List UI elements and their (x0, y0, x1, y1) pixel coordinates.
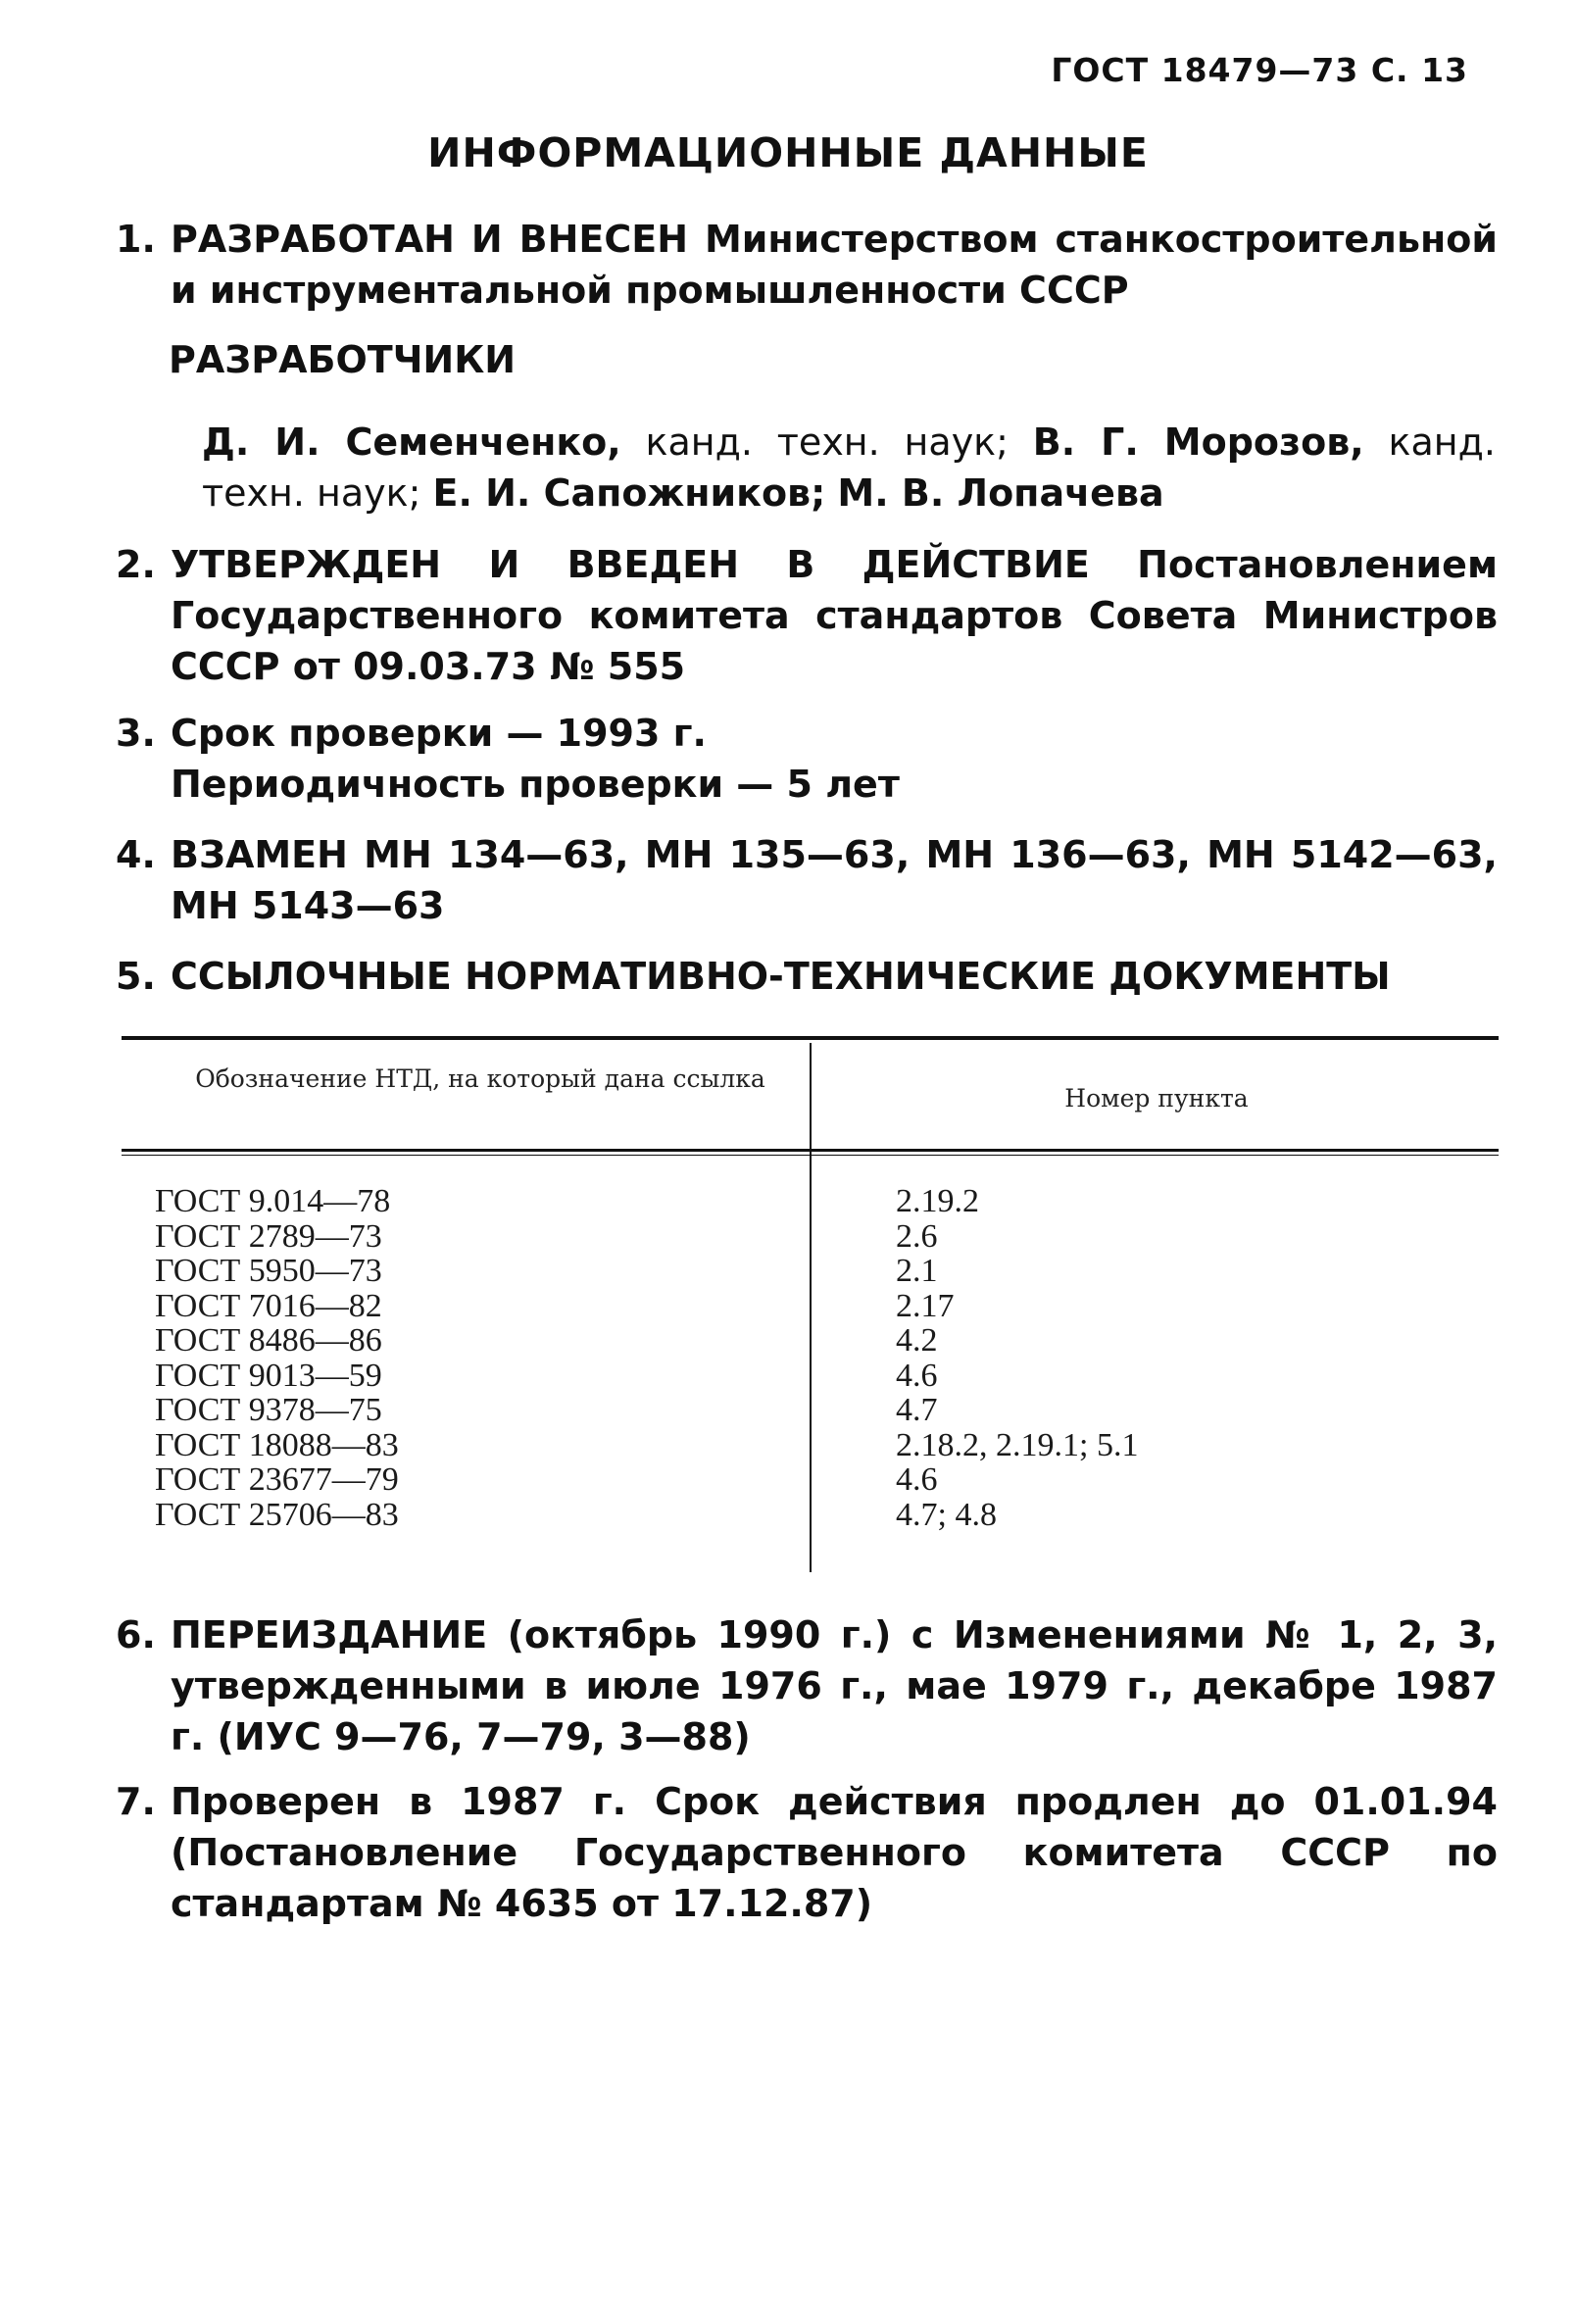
table-row-doc: ГОСТ 8486—86 (155, 1322, 382, 1359)
item-4-number: 4. (116, 833, 156, 876)
item-6-number: 6. (116, 1613, 156, 1656)
item-1-text: Министерством станкостроительной и инструментальной промышленности СССР (171, 218, 1498, 312)
table-row-clause: 2.18.2, 2.19.1; 5.1 (896, 1426, 1139, 1463)
item-5-body: ССЫЛОЧНЫЕ НОРМАТИВНО-ТЕХНИЧЕСКИЕ ДОКУМЕНТЫ (171, 955, 1391, 998)
table-row-doc: ГОСТ 23677—79 (155, 1461, 399, 1498)
table-row-clause: 4.7 (896, 1392, 938, 1428)
table-row-doc: ГОСТ 9378—75 (155, 1392, 382, 1428)
item-1-lead: РАЗРАБОТАН И ВНЕСЕН (171, 218, 688, 261)
item-2-lead: УТВЕРЖДЕН И ВВЕДЕН В ДЕЙСТВИЕ (171, 543, 1090, 586)
table-header-document: Обозначение НТД, на который дана ссылка (195, 1064, 765, 1093)
table-top-rule (122, 1036, 1499, 1040)
table-row-doc: ГОСТ 9.014—78 (155, 1183, 391, 1219)
table-row-clause: 2.1 (896, 1253, 938, 1289)
item-1-body (171, 214, 1498, 316)
table-row-doc: ГОСТ 18088—83 (155, 1426, 399, 1463)
item-6-lead: ПЕРЕИЗДАНИЕ (октябрь 1990 г.) (171, 1613, 892, 1656)
developer-3-name: Е. И. Сапожников; (432, 471, 826, 515)
item-1-number: 1. (116, 218, 156, 261)
table-header-rule-thin (122, 1155, 1499, 1156)
item-7-body: Проверен в 1987 г. Срок действия продлен до 01.01.94 (Постановление Государственного комитета СССР по стандартам № 4635 от 17.12.87) (171, 1780, 1498, 1925)
page-title: ИНФОРМАЦИОННЫЕ ДАННЫЕ (427, 129, 1149, 176)
item-2 (116, 539, 1498, 692)
developer-4-name: М. В. Лопачева (837, 471, 1164, 515)
item-3-body (171, 708, 1498, 810)
item-2-text: Постановлением Государственного комитета стандартов Совета Министров СССР от 09.03.73 № 555 (171, 543, 1498, 688)
table-row-clause: 2.17 (896, 1287, 955, 1324)
table-row-doc: ГОСТ 25706—83 (155, 1496, 399, 1533)
item-4 (116, 829, 1498, 931)
item-6-text: с Изменениями № 1, 2, 3, утвержденными в июле 1976 г., мае 1979 г., декабре 1987 г. (ИУС 9—76, 7—79, 3—88) (171, 1613, 1499, 1758)
table-column-clauses (896, 1184, 1138, 1532)
table-row-doc: ГОСТ 9013—59 (155, 1357, 382, 1394)
item-5 (116, 951, 1498, 1002)
table-header-clause: Номер пункта (1064, 1084, 1249, 1113)
review-periodicity: Периодичность проверки — 5 лет (171, 763, 900, 806)
table-row-doc: ГОСТ 5950—73 (155, 1253, 382, 1289)
item-7 (116, 1776, 1498, 1929)
item-6 (116, 1609, 1498, 1762)
developers-list (202, 417, 1496, 519)
table-row-doc: ГОСТ 7016—82 (155, 1287, 382, 1324)
table-row-clause: 2.19.2 (896, 1183, 979, 1219)
item-1 (116, 214, 1498, 316)
item-7-number: 7. (116, 1780, 156, 1823)
table-row-clause: 4.6 (896, 1461, 938, 1498)
developers-heading: РАЗРАБОТЧИКИ (169, 338, 517, 381)
table-row-clause: 4.6 (896, 1357, 938, 1394)
developer-1-title: канд. техн. наук; (645, 420, 1009, 464)
table-column-documents (155, 1184, 399, 1532)
item-4-body: ВЗАМЕН МН 134—63, МН 135—63, МН 136—63, МН 5142—63, МН 5143—63 (171, 833, 1498, 927)
table-row-clause: 4.2 (896, 1322, 938, 1359)
table-column-divider (810, 1043, 812, 1572)
item-3-number: 3. (116, 712, 156, 755)
developer-1-name: Д. И. Семенченко, (202, 420, 621, 464)
table-row-doc: ГОСТ 2789—73 (155, 1217, 382, 1255)
standard-code: ГОСТ 18479—73 С. 13 (1051, 51, 1468, 89)
developer-2-title: канд. техн. наук; (202, 420, 1496, 515)
item-6-body (171, 1609, 1498, 1762)
table-header-rule (122, 1149, 1499, 1152)
review-term: Срок проверки — 1993 г. (171, 712, 707, 755)
table-row-clause: 2.6 (896, 1217, 938, 1255)
table-row-clause: 4.7; 4.8 (896, 1496, 997, 1533)
item-2-body (171, 539, 1498, 692)
item-2-number: 2. (116, 543, 156, 586)
item-3 (116, 708, 1498, 810)
developer-2-name: В. Г. Морозов, (1032, 420, 1364, 464)
item-5-number: 5. (116, 955, 156, 998)
